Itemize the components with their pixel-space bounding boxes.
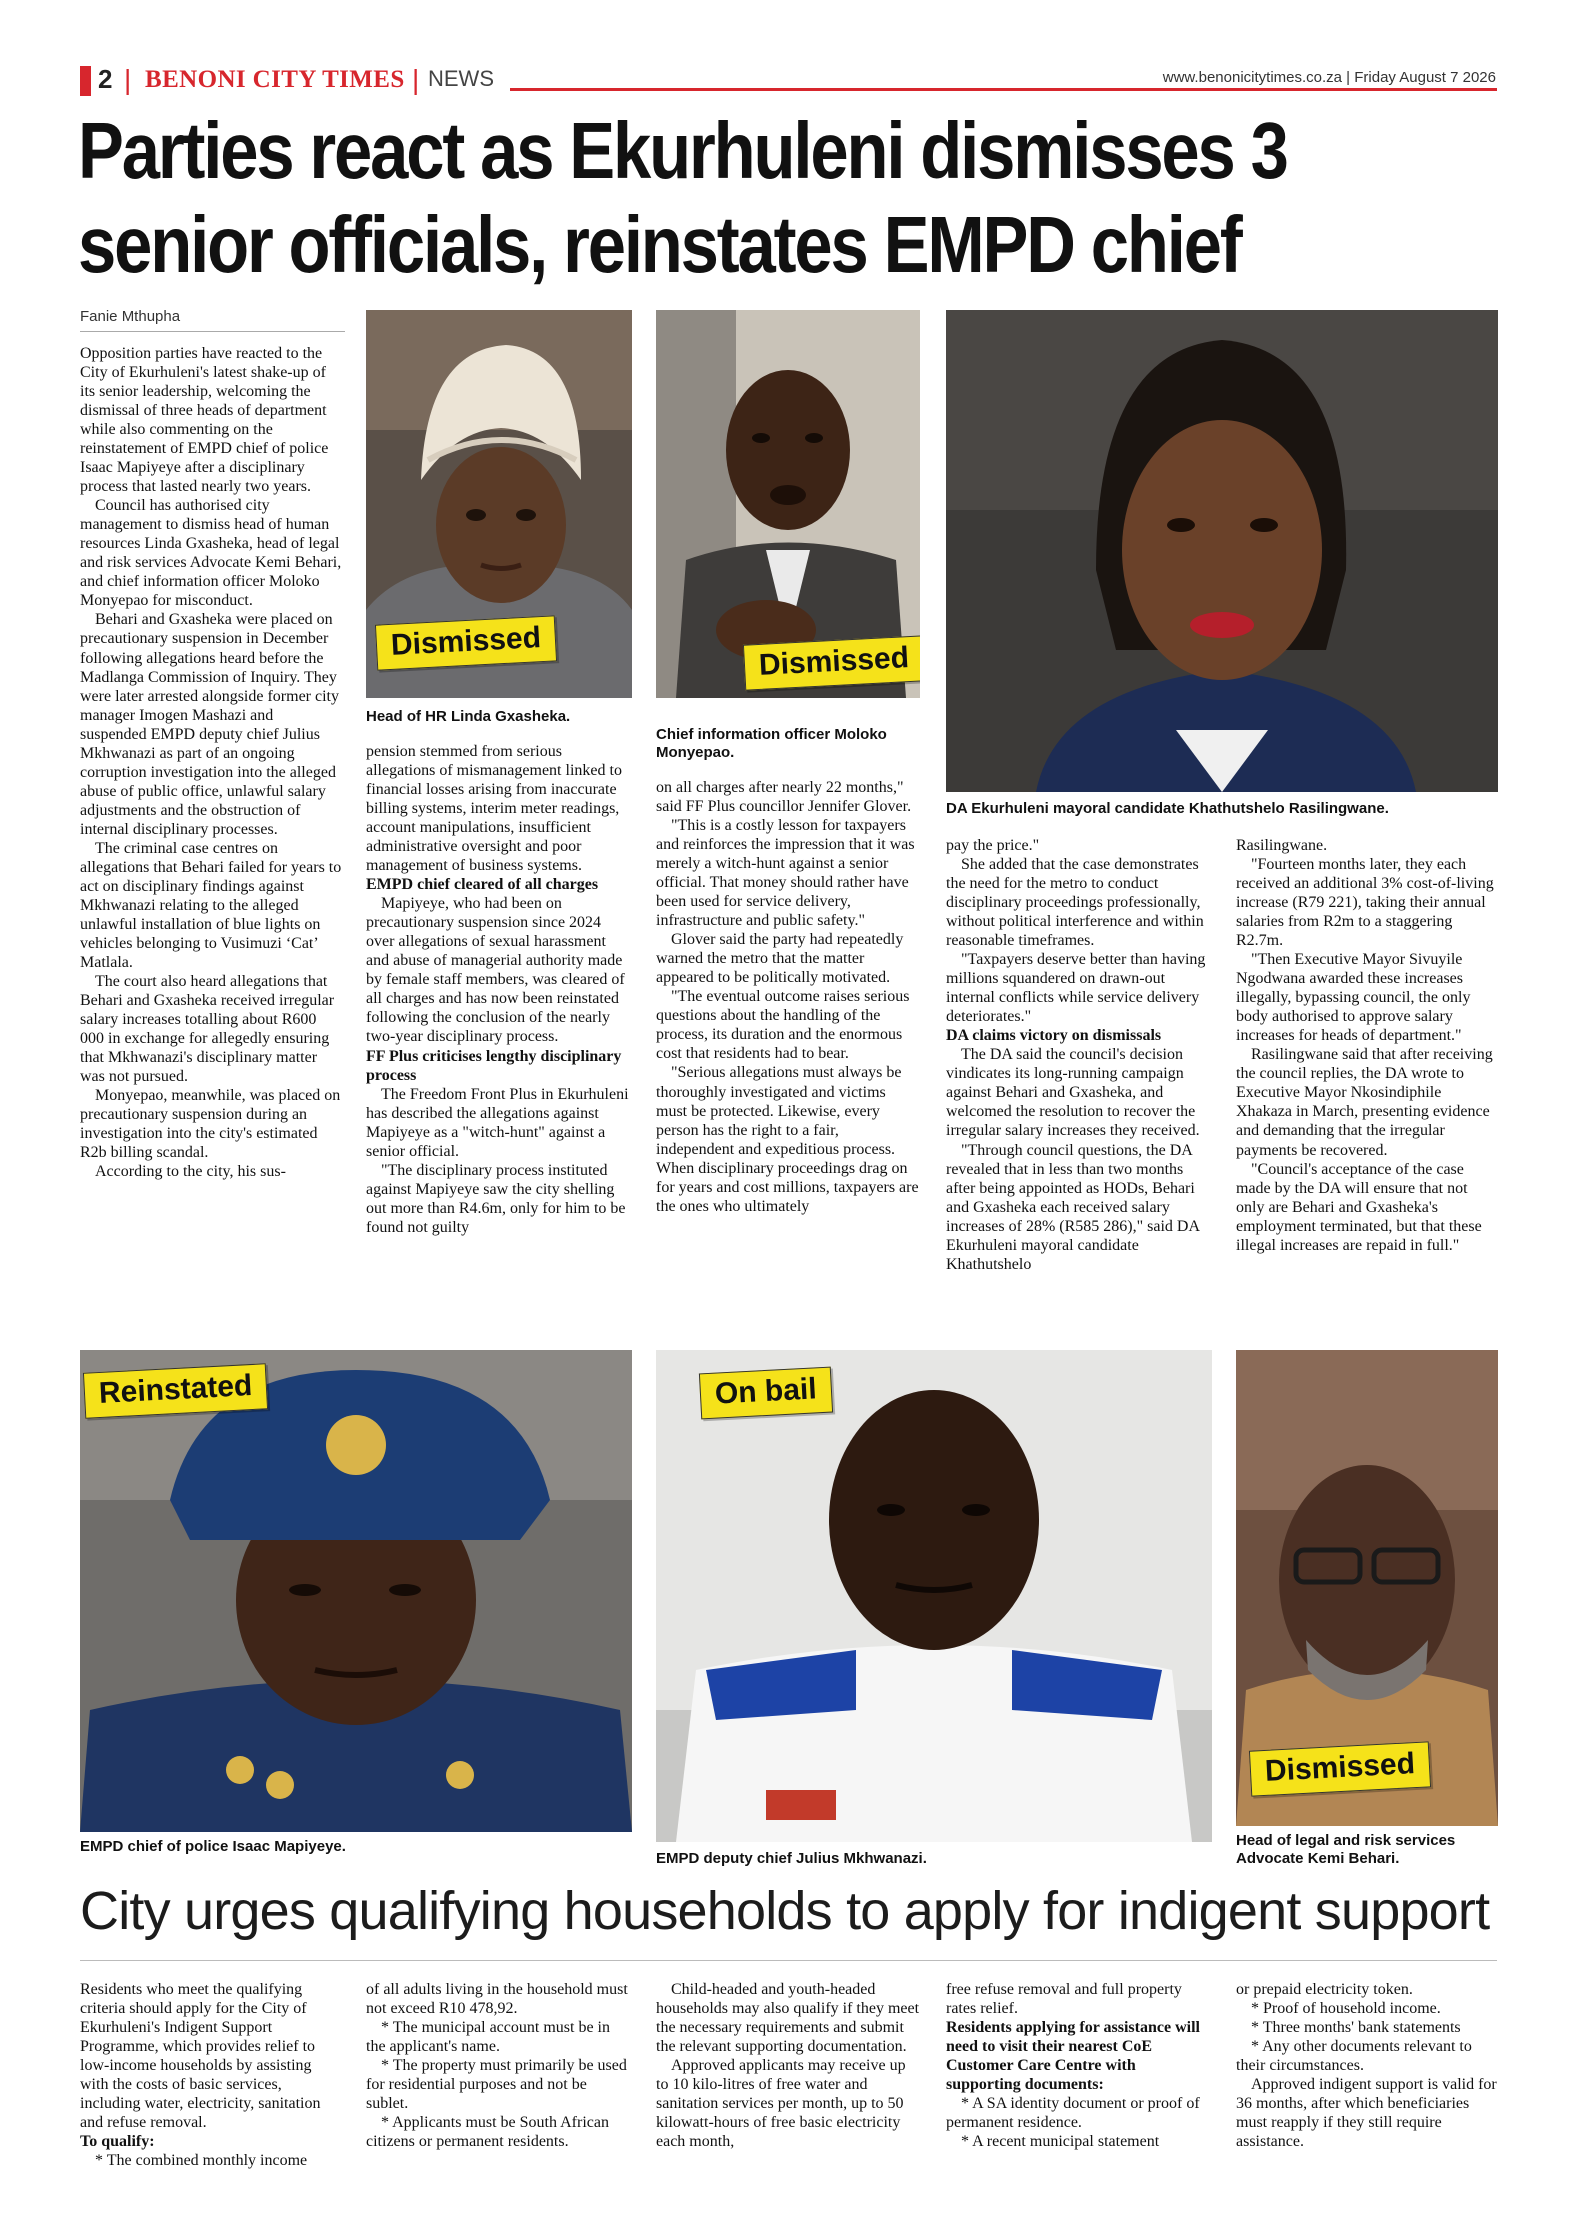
paragraph: "The eventual outcome raises serious questions about the handling of the process, its duration and the enormous cost that residents had to bear. [656, 988, 910, 1063]
subheading: To qualify: [80, 2133, 155, 2151]
section-label: NEWS [428, 66, 494, 91]
paragraph: Opposition parties have reacted to the City of Ekurhuleni's latest shake-up of its senior leadership, welcoming the dismissal of three heads of department while also commenting on the reinstatement of EMPD chief of police Isaac Mapiyeye after a disciplinary process that lasted nearly two years. [80, 345, 329, 496]
paragraph: "The disciplinary process instituted against Mapiyeye saw the city shelling out more than R4.6m, only for him to be found not guilty [366, 1161, 626, 1236]
article2-column-2 [366, 1980, 632, 2151]
paragraph: * The combined monthly income [95, 2152, 308, 2170]
article-column-2 [366, 742, 632, 1237]
paragraph: Mapiyeye, who had been on precautionary suspension since 2024 over allegations of sexual harassment and abuse of managerial authority made by female staff members, was cleared of all charges and has now been reinstated following the conclusion of the nearly two-year disciplinary process. [366, 895, 625, 1046]
status-tag: Dismissed [1249, 1741, 1431, 1796]
paragraph: Approved applicants may receive up to 10 kilo-litres of free water and sanitation services per month, up to 50 kilowatt-hours of free basic electricity each month, [656, 2057, 906, 2151]
portrait-illustration [946, 310, 1498, 792]
subheading: FF Plus criticises lengthy disciplinary process [366, 1047, 622, 1084]
paragraph: According to the city, his sus- [95, 1163, 286, 1181]
subheading: EMPD chief cleared of all charges [366, 876, 599, 894]
headline-line-1: Parties react as Ekurhuleni dismisses 3 [78, 106, 1287, 195]
paragraph: or prepaid electricity token. [1236, 1981, 1413, 1998]
photo-caption: EMPD deputy chief Julius Mkhwanazi. [656, 1850, 927, 1867]
paragraph: "Taxpayers deserve better than having millions squandered on drawn-out internal conflicts while service delivery deteriorates." [946, 951, 1206, 1026]
paragraph: "Fourteen months later, they each received an additional 3% cost-of-living increase (R79 221), taking their annual salaries from R2m to a staggering R2.7m. [1236, 856, 1494, 950]
byline-rule [80, 331, 345, 332]
portrait-illustration [80, 1350, 632, 1832]
photo-kemi-behari [1236, 1350, 1498, 1826]
paragraph: Behari and Gxasheka were placed on precautionary suspension in December following allegations heard before the Madlanga Commission of Inquiry. They were later arrested alongside former city manager Imogen Mashazi and suspended EMPD deputy chief Julius Mkhwanazi as part of an ongoing corruption investigation into the alleged abuse of public office, unlawful salary adjustments and the obstruction of internal disciplinary processes. [80, 611, 339, 838]
portrait-illustration [656, 1350, 1212, 1842]
status-tag: Reinstated [83, 1363, 269, 1419]
byline: Fanie Mthupha [80, 308, 181, 325]
article-column-5 [1236, 836, 1498, 1255]
header-separator: | [412, 64, 420, 95]
photo-caption: EMPD chief of police Isaac Mapiyeye. [80, 1838, 346, 1855]
article-column-4 [946, 836, 1212, 1274]
paragraph: Council has authorised city management to dismiss head of human resources Linda Gxasheka, head of legal and risk services Advocate Kemi Behari, and chief information officer Moloko Monyepao for misconduct. [80, 497, 342, 610]
paragraph: Rasilingwane said that after receiving the council replies, the DA wrote to Executive Mayor Nkosindiphile Xhakaza in March, presenting evidence and demanding that the irregular payments be recovered. [1236, 1046, 1493, 1159]
header-separator: | [124, 64, 132, 95]
paragraph: free refuse removal and full property rates relief. [946, 1981, 1182, 2018]
paragraph: on all charges after nearly 22 months," said FF Plus councillor Jennifer Glover. [656, 779, 912, 816]
paragraph: * A recent municipal statement [961, 2133, 1160, 2151]
header-rule [510, 88, 1497, 91]
photo-caption: Chief information officer Moloko Monyepao. [656, 726, 887, 762]
paragraph: * Any other documents relevant to their circumstances. [1236, 2038, 1472, 2075]
paragraph: Glover said the party had repeatedly warned the metro that the matter appeared to be politically motivated. [656, 931, 904, 987]
subheading: Residents applying for assistance will need to visit their nearest CoE Customer Care Centre with supporting documents: [946, 2019, 1200, 2094]
paragraph: The criminal case centres on allegations that Behari failed for years to act on disciplinary findings against Mkhwanazi relating to the alleged unlawful installation of blue lights on vehicles belonging to Vusimuzi ‘Cat’ Matlala. [80, 839, 342, 971]
paragraph: Residents who meet the qualifying criteria should apply for the City of Ekurhuleni's Indigent Support Programme, which provides relief to low-income households by assisting with the costs of basic services, including water, electricity, sanitation and refuse removal. [80, 1981, 321, 2132]
article2-column-3 [656, 1980, 920, 2151]
article2-column-4 [946, 1980, 1212, 2151]
photo-caption: Head of HR Linda Gxasheka. [366, 708, 571, 725]
secondary-headline-rule [80, 1960, 1497, 1961]
paragraph: "Council's acceptance of the case made by the DA will ensure that not only are Behari and Gxasheka's employment terminated, but that these illegal increases are repaid in full." [1236, 1160, 1482, 1254]
paragraph: The court also heard allegations that Behari and Gxasheka received irregular salary increases totalling about R600 000 in exchange for allegedly ensuring that Mkhwanazi's disciplinary matter was not pursued. [80, 973, 335, 1086]
article2-column-5 [1236, 1980, 1498, 2151]
paragraph: Rasilingwane. [1236, 837, 1328, 854]
paragraph: She added that the case demonstrates the need for the metro to conduct disciplinary proceedings professionally, without political interference and within reasonable timeframes. [946, 856, 1204, 950]
headline [78, 104, 1299, 293]
paragraph: The Freedom Front Plus in Ekurhuleni has described the allegations against Mapiyeye as a "witch-hunt" against a senior official. [366, 1085, 629, 1160]
secondary-headline: City urges qualifying households to apply for indigent support [80, 1881, 1490, 1941]
headline-line-2: senior officials, reinstates EMPD chief [78, 200, 1241, 290]
paragraph: * The municipal account must be in the applicant's name. [366, 2019, 610, 2056]
paragraph: pension stemmed from serious allegations of mismanagement linked to financial losses arising from inaccurate billing systems, interim meter readings, account manipulations, insufficient administrative oversight and poor management of business systems. [366, 743, 622, 875]
paragraph: Approved indigent support is valid for 36 months, after which beneficiaries must reapply if they still require assistance. [1236, 2076, 1497, 2151]
paragraph: "Serious allegations must always be thoroughly investigated and victims must be protected. Likewise, every person has the right to a fair, independent and expeditious process. When disciplinary proceedings drag on for years and cost millions, taxpayers are the ones who ultimately [656, 1064, 919, 1215]
article-column-1 [80, 344, 342, 1181]
photo-caption: Head of legal and risk services Advocate Kemi Behari. [1236, 1832, 1456, 1868]
photo-moloko-monyepao [656, 310, 920, 698]
page-number: 2 [98, 64, 113, 94]
paragraph: * A SA identity document or proof of permanent residence. [946, 2095, 1200, 2132]
header-meta: www.benonicitytimes.co.za | Friday August 7 2026 [1162, 69, 1496, 86]
article2-column-1 [80, 1980, 342, 2170]
paragraph: * The property must primarily be used for residential purposes and not be sublet. [366, 2057, 627, 2113]
paragraph: "This is a costly lesson for taxpayers and reinforces the impression that it was merely a witch-hunt against a senior official. That money should rather have been used for service delivery, infrastructure and public safety." [656, 817, 915, 930]
paragraph: "Through council questions, the DA revealed that in less than two months after being appointed as HODs, Behari and Gxasheka each received salary increases of 28% (R585 286)," said DA Ekurhuleni mayoral candidate Khathutshelo [946, 1141, 1200, 1273]
photo-isaac-mapiyeye [80, 1350, 632, 1832]
paragraph: * Applicants must be South African citizens or permanent residents. [366, 2114, 609, 2151]
subheading: DA claims victory on dismissals [946, 1027, 1162, 1045]
paragraph: The DA said the council's decision vindicates its long-running campaign against Behari and Gxasheka, and welcomed the resolution to recover the irregular salary increases they received. [946, 1046, 1200, 1140]
paragraph: * Three months' bank statements [1251, 2019, 1461, 2037]
paragraph: * Proof of household income. [1251, 2000, 1441, 2018]
status-tag: Dismissed [743, 635, 920, 690]
paragraph: Monyepao, meanwhile, was placed on precautionary suspension during an investigation into the city's estimated R2b billing scandal. [80, 1087, 341, 1162]
paragraph: pay the price." [946, 837, 1040, 854]
photo-julius-mkhwanazi [656, 1350, 1212, 1842]
paragraph: Child-headed and youth-headed households may also qualify if they meet the necessary requirements and submit the relevant supporting documentation. [656, 1981, 920, 2056]
paper-name: BENONI CITY TIMES [145, 66, 405, 93]
paragraph: "Then Executive Mayor Sivuyile Ngodwana awarded these increases illegally, bypassing council, the only body authorised to approve salary increases for heads of department." [1236, 951, 1471, 1045]
photo-linda-gxasheka [366, 310, 632, 698]
article-column-3 [656, 778, 920, 1216]
photo-caption: DA Ekurhuleni mayoral candidate Khathutshelo Rasilingwane. [946, 800, 1389, 817]
paragraph: of all adults living in the household must not exceed R10 478,92. [366, 1981, 628, 2018]
photo-khathutshelo-rasilingwane [946, 310, 1498, 792]
status-tag: Dismissed [375, 615, 557, 670]
header-accent-bar [80, 66, 91, 96]
status-tag: On bail [699, 1367, 833, 1420]
